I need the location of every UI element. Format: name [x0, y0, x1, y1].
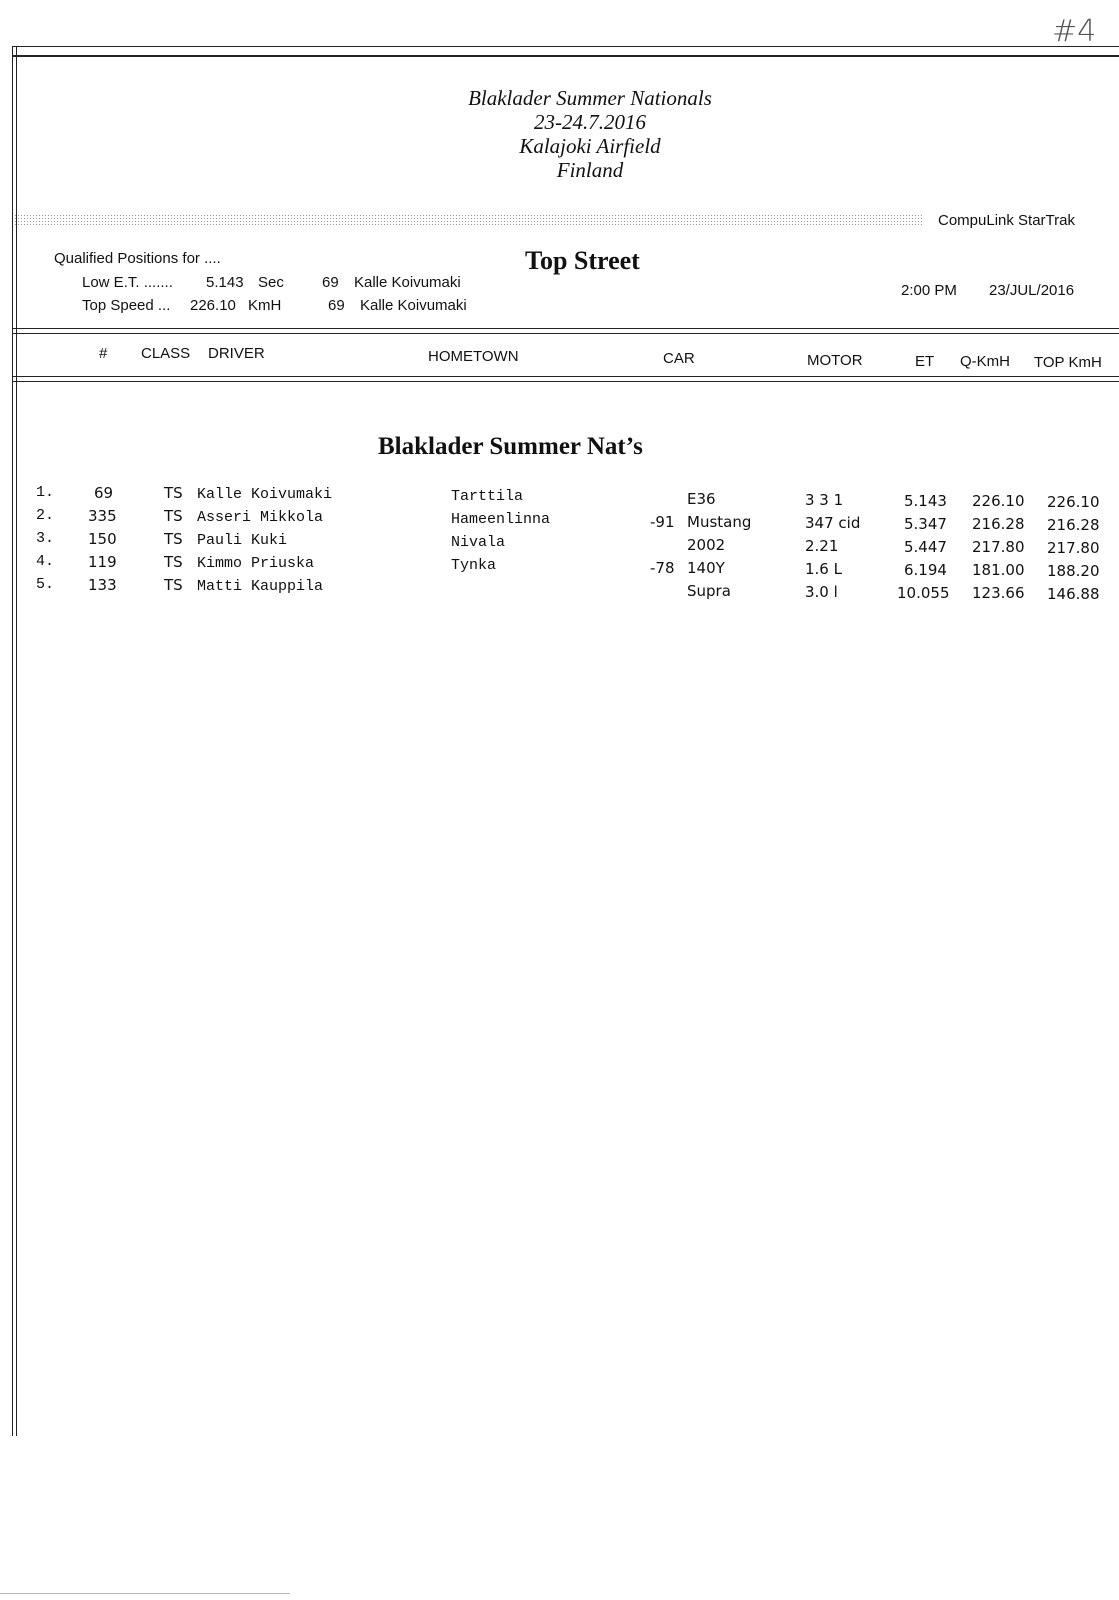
row-et: 5.447	[904, 538, 947, 556]
event-name: Blaklader Summer Nationals	[468, 86, 712, 110]
qualified-label: Qualified Positions for ....	[54, 250, 221, 267]
header-rule-bottom-2	[12, 381, 1119, 382]
row-car: E36	[687, 490, 716, 508]
row-motor: 3.0 l	[805, 583, 838, 601]
report-date: 23/JUL/2016	[989, 282, 1075, 299]
column-header-motor: MOTOR	[807, 352, 863, 369]
row-topkmh: 216.28	[1047, 516, 1100, 534]
row-hometown: Tynka	[451, 557, 497, 574]
row-class: TS	[164, 553, 183, 571]
header-rule-top	[12, 328, 1119, 329]
row-qkmh: 123.66	[972, 584, 1025, 602]
row-motor: 2.21	[805, 537, 839, 555]
low-et-car: 69	[322, 274, 339, 291]
top-speed-driver: Kalle Koivumaki	[360, 297, 467, 314]
class-title: Top Street	[525, 246, 640, 275]
column-header-driver: DRIVER	[208, 345, 265, 362]
row-driver: Matti Kauppila	[197, 578, 324, 595]
row-driver: Asseri Mikkola	[197, 509, 324, 526]
event-dates: 23-24.7.2016	[534, 110, 646, 134]
row-number: 133	[88, 576, 117, 594]
section-title: Blaklader Summer Nat’s	[378, 433, 643, 460]
row-qkmh: 181.00	[972, 561, 1025, 579]
row-year: -78	[650, 559, 675, 577]
row-et: 6.194	[904, 561, 947, 579]
row-class: TS	[164, 507, 183, 525]
row-driver: Kimmo Priuska	[197, 555, 315, 572]
report-time: 2:00 PM	[901, 282, 957, 299]
frame-left-line	[12, 46, 13, 1436]
top-speed-unit: KmH	[248, 297, 282, 314]
row-number: 150	[88, 530, 117, 548]
row-class: TS	[164, 576, 183, 594]
row-number: 335	[88, 507, 117, 525]
row-position: 4.	[36, 553, 55, 570]
row-position: 3.	[36, 530, 55, 547]
column-header-topkmh: TOP KmH	[1034, 354, 1102, 371]
row-hometown: Hameenlinna	[451, 511, 551, 528]
column-header-class: CLASS	[141, 345, 191, 362]
event-header	[0, 86, 1119, 182]
row-topkmh: 188.20	[1047, 562, 1100, 580]
dotted-separator	[14, 214, 922, 225]
row-car: 140Y	[687, 559, 725, 577]
row-et: 5.143	[904, 492, 947, 510]
row-motor: 347 cid	[805, 514, 861, 532]
row-qkmh: 217.80	[972, 538, 1025, 556]
row-et: 5.347	[904, 515, 947, 533]
row-year: -91	[650, 513, 675, 531]
row-motor: 1.6 L	[805, 560, 842, 578]
row-car: 2002	[687, 536, 726, 554]
software-label: CompuLink StarTrak	[938, 212, 1075, 229]
low-et-value: 5.143	[206, 274, 244, 291]
row-class: TS	[164, 484, 183, 502]
page-bottom-line	[0, 1593, 290, 1594]
row-topkmh: 146.88	[1047, 585, 1100, 603]
column-header-et: ET	[915, 353, 935, 370]
column-header-num: #	[99, 345, 108, 362]
handwritten-page-number: #4	[1052, 14, 1097, 49]
low-et-row	[82, 274, 502, 294]
row-topkmh: 226.10	[1047, 493, 1100, 511]
top-speed-car: 69	[328, 297, 345, 314]
event-venue: Kalajoki Airfield	[519, 134, 661, 158]
row-number: 119	[88, 553, 117, 571]
row-number: 69	[94, 484, 114, 502]
header-rule-bottom	[12, 376, 1119, 377]
row-car: Mustang	[687, 513, 752, 531]
column-header-hometown: HOMETOWN	[428, 348, 519, 365]
row-qkmh: 216.28	[972, 515, 1025, 533]
row-topkmh: 217.80	[1047, 539, 1100, 557]
low-et-unit: Sec	[258, 274, 284, 291]
row-position: 2.	[36, 507, 55, 524]
row-class: TS	[164, 530, 183, 548]
row-driver: Kalle Koivumaki	[197, 486, 333, 503]
row-qkmh: 226.10	[972, 492, 1025, 510]
row-driver: Pauli Kuki	[197, 532, 288, 549]
row-car: Supra	[687, 582, 731, 600]
event-country: Finland	[556, 158, 624, 182]
row-hometown: Nivala	[451, 534, 506, 551]
low-et-label: Low E.T. .......	[82, 274, 173, 291]
row-position: 5.	[36, 576, 55, 593]
frame-top-line	[12, 46, 1119, 47]
row-et: 10.055	[897, 584, 950, 602]
row-hometown: Tarttila	[451, 488, 524, 505]
top-speed-value: 226.10	[190, 297, 236, 314]
top-speed-row	[82, 297, 502, 317]
header-rule-top-2	[12, 333, 1119, 334]
low-et-driver: Kalle Koivumaki	[354, 274, 461, 291]
frame-left-line-2	[16, 46, 17, 1436]
column-header-car: CAR	[663, 350, 695, 367]
frame-top-line-2	[12, 55, 1119, 57]
column-header-qkmh: Q-KmH	[960, 353, 1010, 370]
row-position: 1.	[36, 484, 55, 501]
top-speed-label: Top Speed ...	[82, 297, 171, 314]
row-motor: 3 3 1	[805, 491, 844, 509]
